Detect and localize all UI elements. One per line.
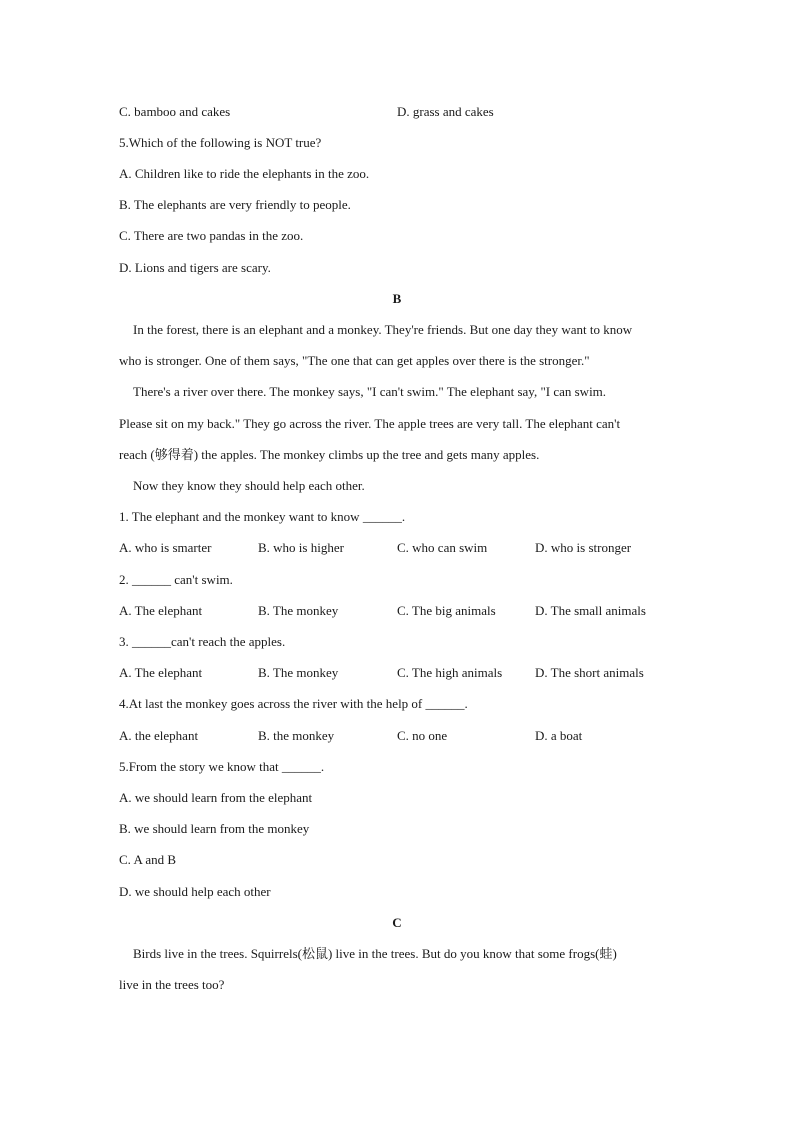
section-heading-c: C	[392, 915, 402, 930]
option-b: B. the monkey	[258, 728, 335, 743]
option-a: A. the elephant	[119, 728, 199, 743]
passage-line: reach (够得着) the apples. The monkey climbs up the tree and gets many apples.	[119, 447, 540, 462]
passage-line: Now they know they should help each other.	[133, 478, 365, 493]
option-d: D. grass and cakes	[397, 104, 494, 119]
option-c: C. bamboo and cakes	[119, 104, 231, 119]
passage-line: There's a river over there. The monkey says, "I can't swim." The elephant say, "I can swim.	[133, 384, 607, 399]
passage-line: In the forest, there is an elephant and a monkey. They're friends. But one day they want to know	[133, 322, 633, 337]
option-a: A. The elephant	[119, 665, 203, 680]
option-b: B. who is higher	[258, 540, 344, 555]
passage-line: who is stronger. One of them says, "The one that can get apples over there is the stronger."	[119, 353, 590, 368]
option-b: B. The monkey	[258, 665, 339, 680]
option-d: D. who is stronger	[535, 540, 632, 555]
question-stem: 4.At last the monkey goes across the river with the help of ______.	[119, 696, 468, 711]
question-stem: 1. The elephant and the monkey want to know ______.	[119, 509, 406, 524]
question-stem: 5.Which of the following is NOT true?	[119, 135, 322, 150]
option-a: A. Children like to ride the elephants in the zoo.	[119, 166, 370, 181]
option-b: B. The monkey	[258, 603, 339, 618]
option-d: D. a boat	[535, 728, 583, 743]
question-stem: 2. ______ can't swim.	[119, 572, 233, 587]
option-d: D. The short animals	[535, 665, 644, 680]
option-c: C. A and B	[119, 852, 177, 867]
option-d: D. Lions and tigers are scary.	[119, 260, 271, 275]
passage-line: Please sit on my back." They go across the river. The apple trees are very tall. The elephant can't	[119, 416, 621, 431]
option-c: C. The big animals	[397, 603, 496, 618]
option-c: C. The high animals	[397, 665, 503, 680]
option-b: B. we should learn from the monkey	[119, 821, 310, 836]
question-stem: 5.From the story we know that ______.	[119, 759, 325, 774]
option-a: A. who is smarter	[119, 540, 212, 555]
passage-line: Birds live in the trees. Squirrels(松鼠) live in the trees. But do you know that some frogs(蛙)	[133, 946, 617, 961]
option-c: C. There are two pandas in the zoo.	[119, 228, 304, 243]
option-c: C. who can swim	[397, 540, 488, 555]
question-stem: 3. ______can't reach the apples.	[119, 634, 286, 649]
option-d: D. The small animals	[535, 603, 646, 618]
option-a: A. The elephant	[119, 603, 203, 618]
option-c: C. no one	[397, 728, 448, 743]
option-b: B. The elephants are very friendly to people.	[119, 197, 351, 212]
option-d: D. we should help each other	[119, 884, 271, 899]
section-heading-b: B	[392, 291, 402, 306]
passage-line: live in the trees too?	[119, 977, 225, 992]
option-a: A. we should learn from the elephant	[119, 790, 313, 805]
